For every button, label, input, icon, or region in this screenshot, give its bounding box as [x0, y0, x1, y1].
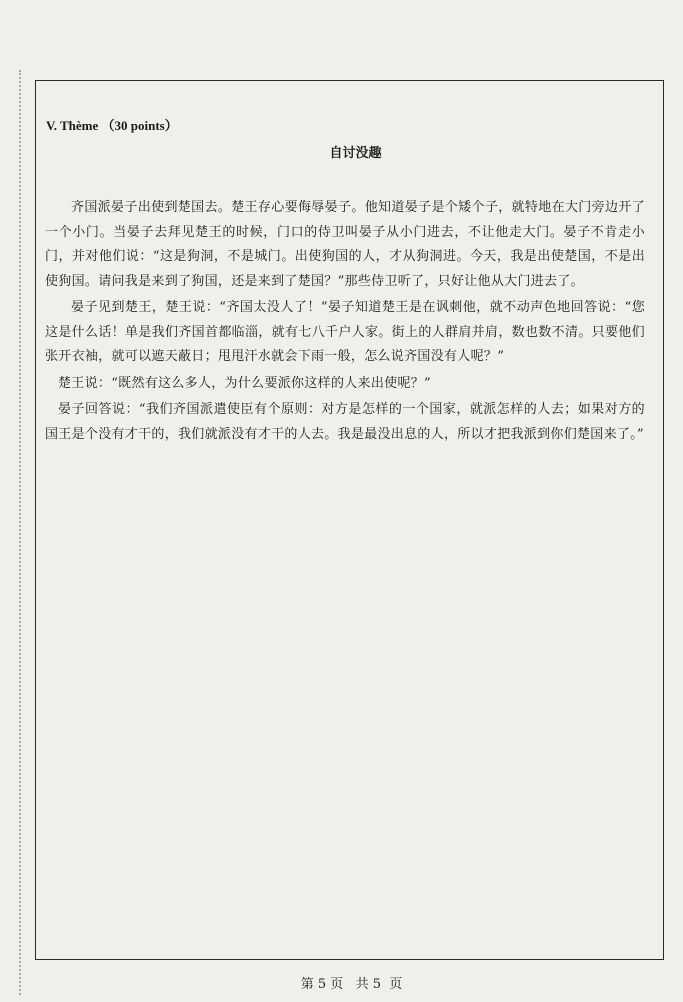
essay-title: 自讨没趣	[329, 146, 382, 161]
section-heading: V. Thème （30 points）	[46, 118, 178, 133]
binding-margin-line	[19, 70, 21, 995]
essay-paragraph-2: 晏子见到楚王，楚王说：“齐国太没人了！”晏子知道楚王是在讽刺他，就不动声色地回答说：“您这是什么话！单是我们齐国首都临淄，就有七八千户人家。街上的人群肩并肩，数也数不清。只要他们张开衣袖，就可以遮天蔽日；甩甩汗水就会下雨一般，怎么说齐国没有人呢？”	[45, 300, 645, 364]
essay-body	[45, 196, 645, 449]
essay-paragraph-3: 楚王说：“既然有这么多人，为什么要派你这样的人来出使呢？”	[58, 375, 431, 391]
page-number-footer: 第 5 页 共 5 页	[300, 977, 403, 992]
essay-paragraph-1: 齐国派晏子出使到楚国去。楚王存心要侮辱晏子。他知道晏子是个矮个子，就特地在大门旁边开了一个小门。当晏子去拜见楚王的时候，门口的侍卫叫晏子从小门进去，不让他走大门。晏子不肯走小门，并对他们说：“这是狗洞，不是城门。出使狗国的人，才从狗洞进。今天，我是出使楚国，不是出使狗国。请问我是来到了狗国，还是来到了楚国？”那些侍卫听了，只好让他从大门进去了。	[45, 200, 645, 289]
essay-paragraph-4: 晏子回答说：“我们齐国派遣使臣有个原则：对方是怎样的一个国家，就派怎样的人去；如果对方的国王是个没有才干的，我们就派没有才干的人去。我是最没出息的人，所以才把我派到你们楚国来了。”	[45, 402, 645, 442]
